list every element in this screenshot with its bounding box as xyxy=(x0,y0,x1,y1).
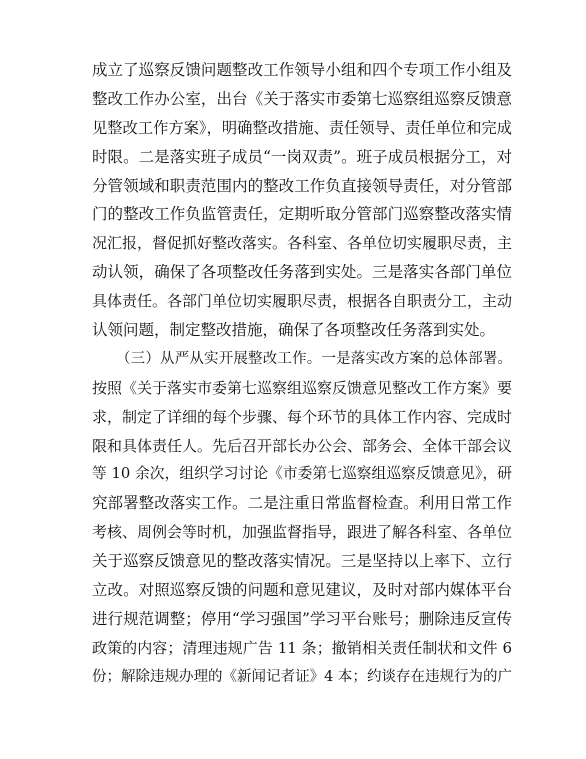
text-line: 见整改工作方案》，明确整改措施、责任领导、责任单位和完成 xyxy=(92,118,512,137)
text-line: 整改工作办公室，出台《关于落实市委第七巡察组巡察反馈意 xyxy=(92,89,512,108)
text-line: 门的整改工作负监管责任，定期听取分管部门巡察整改落实情 xyxy=(92,205,512,224)
text-line: 分管领域和职责范围内的整改工作负直接领导责任，对分管部 xyxy=(92,176,512,195)
text-line: 况汇报，督促抓好整改落实。各科室、各单位切实履职尽责，主 xyxy=(92,234,513,253)
text-line: 政策的内容；清理违规广告 11 条；撤销相关责任制状和文件 6 xyxy=(92,638,512,657)
text-line: 立改。对照巡察反馈的问题和意见建议，及时对部内媒体平台 xyxy=(92,581,512,600)
text-line: 求，制定了详细的每个步骤、每个环节的具体工作内容、完成时 xyxy=(92,407,513,426)
text-line: 份；解除违规办理的《新闻记者证》4 本；约谈存在违规行为的广 xyxy=(92,668,512,685)
text-line: 限和具体责任人。先后召开部长办公会、部务会、全体干部会议 xyxy=(92,436,513,455)
section-heading-line: （三）从严从实开展整改工作。一是落实改方案的总体部署。 xyxy=(116,350,512,367)
text-line: 等 10 余次，组织学习讨论《市委第七巡察组巡察反馈意见》，研 xyxy=(92,465,512,483)
text-line: 时限。二是落实班子成员“一岗双责”。班子成员根据分工，对 xyxy=(92,147,512,166)
text-line: 按照《关于落实市委第七巡察组巡察反馈意见整改工作方案》要 xyxy=(92,378,513,397)
document-body xyxy=(92,56,512,692)
text-line: 考核、周例会等时机，加强监督指导，跟进了解各科室、各单位 xyxy=(92,523,513,542)
text-line: 究部署整改落实工作。二是注重日常监督检查。利用日常工作 xyxy=(92,494,512,513)
text-line: 具体责任。各部门单位切实履职尽责，根据各自职责分工，主动 xyxy=(92,292,513,311)
text-line: 进行规范调整；停用“学习强国”学习平台账号；删除违反宣传 xyxy=(92,609,512,628)
text-line: 动认领，确保了各项整改任务落到实处。三是落实各部门单位 xyxy=(92,263,512,282)
text-line: 关于巡察反馈意见的整改落实情况。三是坚持以上率下、立行 xyxy=(92,552,512,571)
text-line: 成立了巡察反馈问题整改工作领导小组和四个专项工作小组及 xyxy=(92,61,512,79)
text-line: 认领问题，制定整改措施，确保了各项整改任务落到实处。 xyxy=(92,321,496,340)
